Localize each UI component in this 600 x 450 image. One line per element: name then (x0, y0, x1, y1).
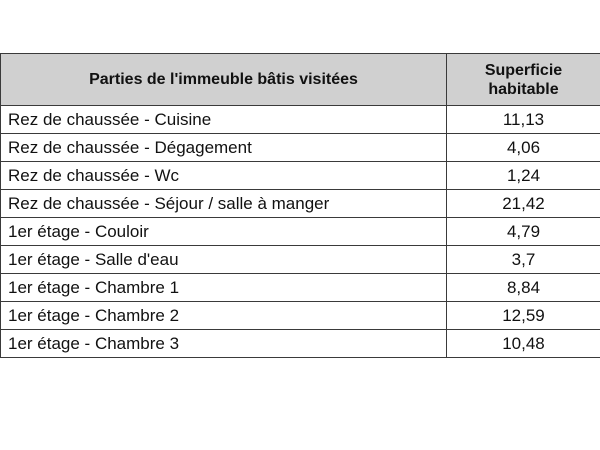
surface-table-container (0, 53, 600, 358)
row-area-cell: 3,7 (447, 246, 600, 274)
row-area-cell: 11,13 (447, 106, 600, 134)
row-area-cell: 10,48 (447, 330, 600, 358)
row-area-cell: 12,59 (447, 302, 600, 330)
table-row (1, 190, 600, 218)
table-row (1, 330, 600, 358)
surface-table (0, 53, 600, 358)
row-part-cell: Rez de chaussée - Séjour / salle à manger (1, 190, 447, 218)
table-header (1, 54, 600, 106)
row-area-cell: 4,06 (447, 134, 600, 162)
row-area-cell: 4,79 (447, 218, 600, 246)
header-row (1, 54, 600, 106)
row-part-cell: Rez de chaussée - Cuisine (1, 106, 447, 134)
table-row (1, 134, 600, 162)
row-part-cell: 1er étage - Salle d'eau (1, 246, 447, 274)
table-row (1, 162, 600, 190)
table-row (1, 218, 600, 246)
column-header-area (447, 54, 600, 106)
row-part-cell: Rez de chaussée - Wc (1, 162, 447, 190)
table-body (1, 106, 600, 358)
row-part-cell: Rez de chaussée - Dégagement (1, 134, 447, 162)
row-part-cell: 1er étage - Couloir (1, 218, 447, 246)
column-header-area-line1: Superficie (484, 61, 563, 79)
row-area-cell: 1,24 (447, 162, 600, 190)
row-part-cell: 1er étage - Chambre 2 (1, 302, 447, 330)
table-row (1, 302, 600, 330)
row-area-cell: 21,42 (447, 190, 600, 218)
row-part-cell: 1er étage - Chambre 3 (1, 330, 447, 358)
column-header-area-line2: habitable (488, 80, 559, 98)
table-row (1, 246, 600, 274)
row-part-cell: 1er étage - Chambre 1 (1, 274, 447, 302)
table-row (1, 106, 600, 134)
row-area-cell: 8,84 (447, 274, 600, 302)
column-header-part: Parties de l'immeuble bâtis visitées (1, 54, 447, 106)
table-row (1, 274, 600, 302)
